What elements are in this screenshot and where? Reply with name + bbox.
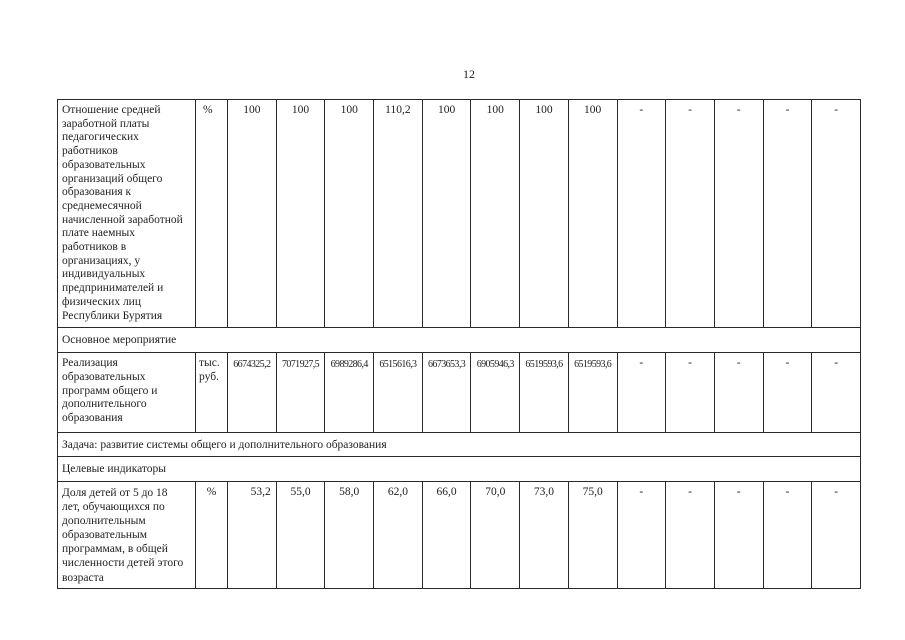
value-cell: -: [617, 100, 666, 328]
label-line: дополнительного: [62, 398, 147, 411]
label-line: программам, в общей: [62, 543, 168, 556]
table-row: [58, 482, 861, 589]
section-row: [58, 433, 861, 457]
value-cell: -: [666, 482, 715, 589]
value-cell: -: [812, 100, 861, 328]
value-cell: -: [714, 100, 763, 328]
label-line: лет, обучающихся по: [62, 501, 165, 514]
value-cell: 100: [228, 100, 277, 328]
label-line: педагогических: [62, 131, 139, 144]
value-cell: 6519593,6: [520, 353, 569, 433]
value-cell: 6989286,4: [325, 353, 374, 433]
value-cell: 6515616,3: [374, 353, 423, 433]
value-cell: 73,0: [520, 482, 569, 589]
label-line: образовательным: [62, 529, 148, 542]
value-cell: 100: [276, 100, 325, 328]
value-cell: 75,0: [568, 482, 617, 589]
value-cell: 53,2: [228, 482, 277, 589]
value-cell: 100: [471, 100, 520, 328]
section-row: [58, 328, 861, 353]
value-cell: 70,0: [471, 482, 520, 589]
label-line: Доля детей от 5 до 18: [62, 487, 168, 499]
value-cell: -: [714, 353, 763, 433]
value-cell: -: [763, 100, 812, 328]
unit-cell: %: [196, 482, 228, 589]
label-line: работников в: [62, 241, 127, 254]
section-title: Основное мероприятие: [58, 328, 861, 353]
value-cell: -: [666, 353, 715, 433]
label-line: образовательных: [62, 370, 146, 383]
page-number: 12: [463, 67, 475, 81]
label-line: Реализация: [62, 357, 118, 369]
label-line: плате наемных: [62, 227, 135, 240]
label-line: физических лиц: [62, 295, 141, 308]
unit-line: тыс.: [199, 357, 220, 369]
value-cell: -: [714, 482, 763, 589]
table-row: [58, 353, 861, 433]
value-cell: -: [812, 482, 861, 589]
label-line: заработной платы: [62, 117, 150, 130]
label-line: образования: [62, 412, 123, 424]
label-line: среднемесячной: [62, 199, 142, 212]
section-row: [58, 457, 861, 482]
label-line: начисленной заработной: [62, 213, 183, 226]
activity-label: [58, 353, 196, 433]
value-cell: 6905946,3: [471, 353, 520, 433]
value-cell: 58,0: [325, 482, 374, 589]
unit-cell: %: [196, 100, 228, 328]
value-cell: 66,0: [422, 482, 471, 589]
value-cell: 6674325,2: [228, 353, 277, 433]
label-line: дополнительным: [62, 515, 146, 528]
value-cell: 100: [568, 100, 617, 328]
indicator-label: [58, 100, 196, 328]
label-line: численности детей этого: [62, 557, 184, 570]
label-line: Отношение средней: [62, 104, 161, 116]
value-cell: -: [763, 482, 812, 589]
table-row: [58, 100, 861, 328]
label-line: индивидуальных: [62, 268, 146, 281]
value-cell: -: [617, 353, 666, 433]
value-cell: -: [617, 482, 666, 589]
value-cell: 7071927,5: [276, 353, 325, 433]
value-cell: 55,0: [276, 482, 325, 589]
value-cell: -: [666, 100, 715, 328]
label-line: образовательных: [62, 158, 146, 171]
value-cell: 6519593,6: [568, 353, 617, 433]
indicator-label: [58, 482, 196, 589]
label-line: образования к: [62, 186, 132, 199]
label-line: предпринимателей и: [62, 282, 164, 295]
label-line: работников: [62, 145, 118, 158]
indicators-heading: Целевые индикаторы: [58, 457, 861, 482]
label-line: программ общего и: [62, 384, 158, 397]
value-cell: 100: [325, 100, 374, 328]
value-cell: -: [812, 353, 861, 433]
value-cell: -: [763, 353, 812, 433]
value-cell: 6673653,3: [422, 353, 471, 433]
unit-line: руб.: [199, 370, 219, 383]
task-title: Задача: развитие системы общего и дополнительного образования: [58, 433, 861, 457]
value-cell: 100: [422, 100, 471, 328]
label-line: организаций общего: [62, 172, 163, 185]
label-line: Республики Бурятия: [62, 309, 163, 322]
value-cell: 110,2: [374, 100, 423, 328]
label-line: возраста: [62, 571, 104, 584]
value-cell: 100: [520, 100, 569, 328]
label-line: организациях, у: [62, 254, 141, 267]
unit-cell: [196, 353, 228, 433]
value-cell: 62,0: [374, 482, 423, 589]
indicators-table: [57, 99, 861, 589]
